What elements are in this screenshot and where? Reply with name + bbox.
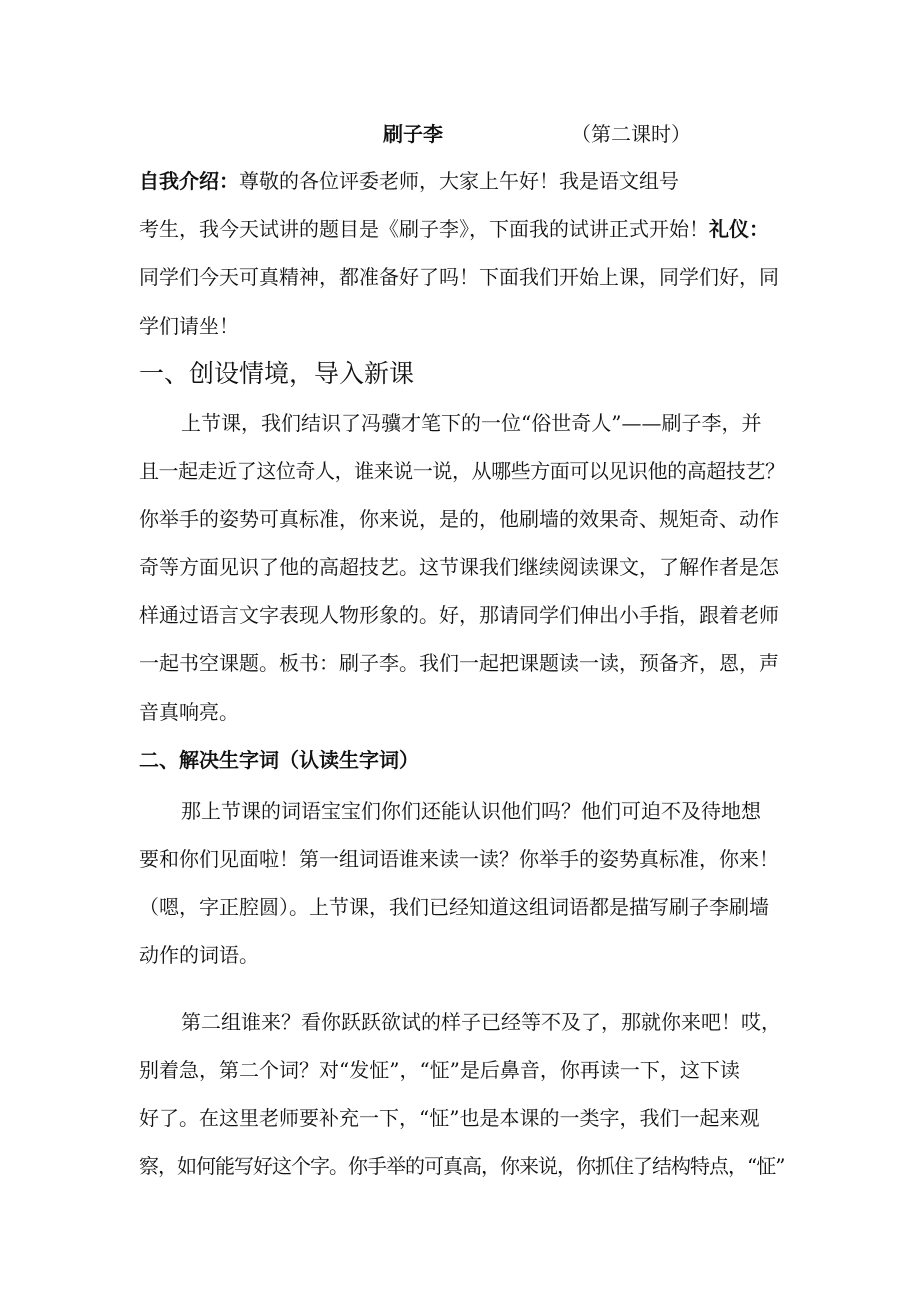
intro-label: 自我介绍：	[139, 169, 239, 193]
section-2-para1-line: 动作的词语。	[139, 943, 259, 967]
intro-line-2	[139, 216, 769, 242]
section-2-para2-line: 第二组谁来？看你跃跃欲试的样子已经等不及了，那就你来吧！哎，	[181, 1010, 781, 1034]
etiquette-label: 礼仪：	[709, 217, 769, 241]
intro-line-3: 同学们今天可真精神，都准备好了吗！下面我们开始上课，同学们好，同	[139, 265, 779, 289]
lesson-title: 刷子李	[383, 122, 443, 146]
section-1-line: 一起书空课题。板书：刷子李。我们一起把课题读一读，预备齐，恩，声	[139, 651, 779, 675]
section-2-para1-line: 那上节课的词语宝宝们你们还能认识他们吗？他们可迫不及待地想	[181, 799, 761, 823]
section-2-para2-line: 别着急，第二个词？对“发怔”，“怔”是后鼻音，你再读一下，这下读	[139, 1058, 740, 1082]
intro-text-2: 考生，我今天试讲的题目是《刷子李》，下面我的试讲正式开始！	[139, 217, 709, 241]
intro-line-1	[139, 168, 679, 194]
section-1-heading: 一、创设情境，导入新课	[139, 359, 415, 388]
section-1-line: 音真响亮。	[139, 700, 239, 724]
section-1-line: 上节课，我们结识了冯骥才笔下的一位“俗世奇人”——刷子李，并	[181, 411, 762, 435]
section-1-line: 样通过语言文字表现人物形象的。好，那请同学们伸出小手指，跟着老师	[139, 603, 779, 627]
section-2-para2-line: 好了。在这里老师要补充一下，“怔”也是本课的一类字，我们一起来观	[139, 1106, 760, 1130]
section-2-para2-line: 察，如何能写好这个字。你手举的可真高，你来说，你抓住了结构特点，“怔”	[139, 1154, 785, 1178]
lesson-period: （第二课时）	[571, 122, 691, 146]
section-1-line: 你举手的姿势可真标准，你来说，是的，他刷墙的效果奇、规矩奇、动作	[139, 507, 779, 531]
intro-text-1: 尊敬的各位评委老师，大家上午好！我是语文组号	[239, 169, 679, 193]
section-1-line: 且一起走近了这位奇人，谁来说一说，从哪些方面可以见识他的高超技艺？	[139, 459, 785, 483]
section-2-para1-line: （嗯，字正腔圆）。上节课，我们已经知道这组词语都是描写刷子李刷墙	[139, 895, 769, 919]
section-2-heading: 二、解决生字词（认读生字词）	[139, 748, 419, 772]
intro-line-4: 学们请坐！	[139, 314, 239, 338]
section-2-para1-line: 要和你们见面啦！第一组词语谁来读一读？你举手的姿势真标准，你来！	[139, 847, 779, 871]
section-1-line: 奇等方面见识了他的高超技艺。这节课我们继续阅读课文，了解作者是怎	[139, 555, 779, 579]
